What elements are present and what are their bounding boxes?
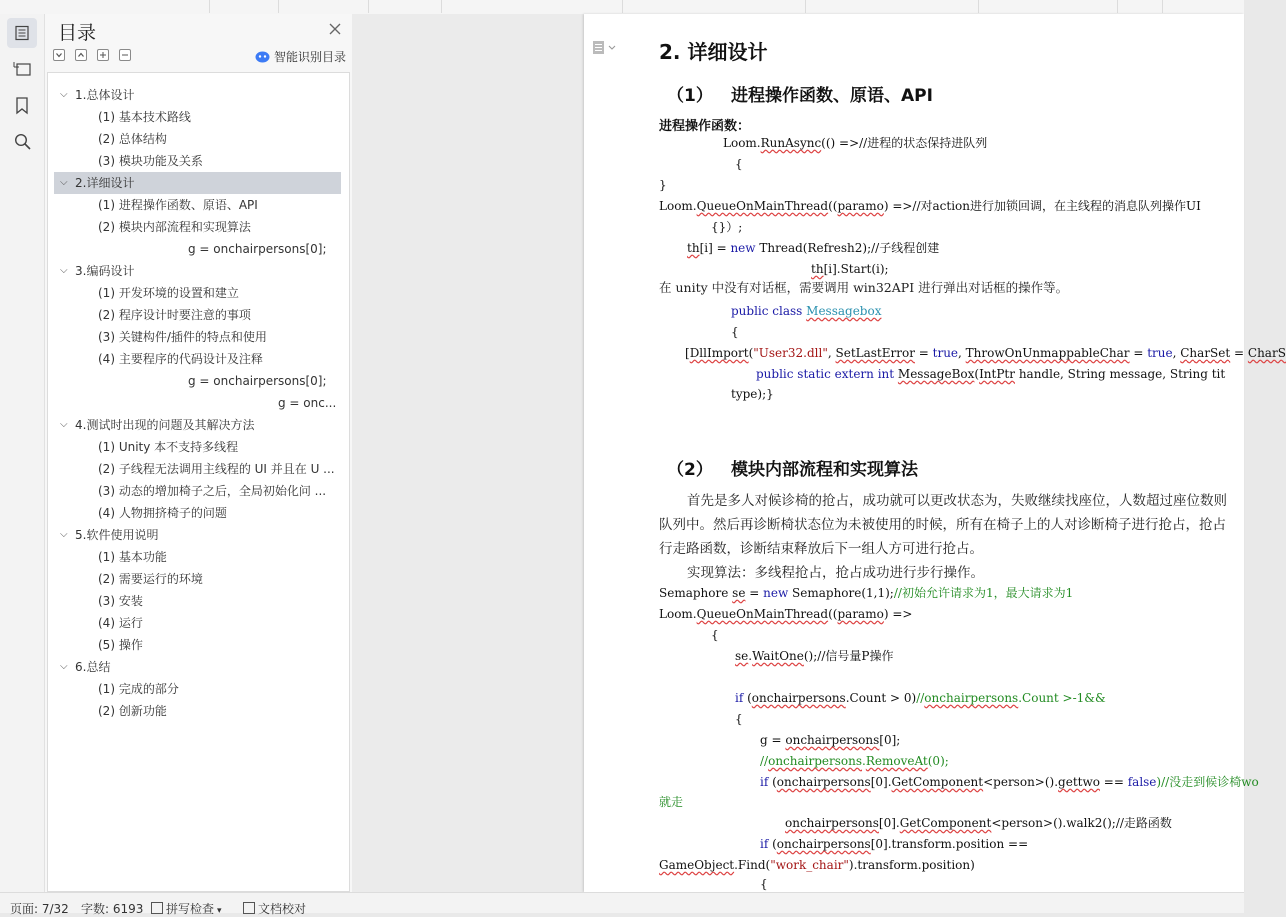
outline-item-label: 6.总结 bbox=[75, 660, 111, 674]
toolbar-divider bbox=[278, 0, 279, 13]
outline-item-label: (4) 运行 bbox=[98, 616, 143, 630]
outline-item-label: (4) 人物拥挤椅子的问题 bbox=[98, 506, 227, 520]
outline-heading-item[interactable] bbox=[48, 656, 349, 678]
outline-item-label: (1) 基本技术路线 bbox=[98, 110, 191, 124]
code-line: public class Messagebox bbox=[731, 304, 882, 318]
outline-item-label: (2) 需要运行的环境 bbox=[98, 572, 203, 586]
outline-subheading-item[interactable] bbox=[48, 238, 349, 260]
outline-item-label: (1) 开发环境的设置和建立 bbox=[98, 286, 239, 300]
spell-check-button[interactable] bbox=[151, 900, 222, 917]
remove-heading-button[interactable] bbox=[119, 49, 131, 61]
bookmark-panel-button[interactable] bbox=[7, 90, 37, 120]
outline-subheading-item[interactable] bbox=[48, 590, 349, 612]
outline-item-label: (1) Unity 本不支持多线程 bbox=[98, 440, 239, 454]
find-panel-button[interactable] bbox=[7, 126, 37, 156]
outline-item-label: (5) 操作 bbox=[98, 638, 143, 652]
code-line: Loom.QueueOnMainThread((paramo) => bbox=[659, 607, 913, 621]
body-text: 在 unity 中没有对话框，需要调用 win32API 进行弹出对话框的操作等。 bbox=[659, 280, 1069, 295]
outline-item-label: 2.详细设计 bbox=[75, 176, 135, 190]
outline-heading-item[interactable] bbox=[48, 84, 349, 106]
proofread-label: 文档校对 bbox=[258, 902, 307, 916]
toolbar-divider bbox=[622, 0, 623, 13]
code-line: {}）; bbox=[711, 220, 743, 234]
code-line: Loom.QueueOnMainThread((paramo) =>//对action进行加锁回调，在主线程的消息队列操作UI bbox=[659, 199, 1201, 213]
outline-heading-item[interactable] bbox=[48, 524, 349, 546]
outline-subheading-item[interactable] bbox=[48, 392, 349, 414]
process-functions-label: 进程操作函数： bbox=[659, 119, 751, 134]
outline-icon bbox=[14, 25, 30, 41]
heading-section-2 bbox=[667, 455, 918, 480]
outline-subheading-item[interactable] bbox=[48, 700, 349, 722]
outline-title: 目录 bbox=[58, 22, 97, 44]
code-line: onchairpersons[0].GetComponent<person>().walk2();//走路函数 bbox=[785, 816, 1172, 830]
page-indicator[interactable]: 页面: 7/32 bbox=[10, 902, 69, 916]
minus-icon bbox=[120, 50, 130, 60]
heading-detailed-design: 2. 详细设计 bbox=[659, 40, 768, 64]
code-line: { bbox=[735, 712, 743, 726]
section-1-number: （1） bbox=[667, 86, 713, 106]
code-line: Semaphore se = new Semaphore(1,1);//初始允许请求为1，最大请求为1 bbox=[659, 586, 1074, 600]
code-line: { bbox=[731, 325, 739, 339]
outline-subheading-item[interactable] bbox=[48, 458, 349, 480]
outline-pane bbox=[45, 14, 352, 892]
outline-subheading-item[interactable] bbox=[48, 502, 349, 524]
outline-subheading-item[interactable] bbox=[48, 128, 349, 150]
smart-outline-label: 智能识别目录 bbox=[274, 50, 347, 64]
search-icon bbox=[14, 133, 31, 150]
outline-subheading-item[interactable] bbox=[48, 612, 349, 634]
outline-heading-item[interactable] bbox=[48, 414, 349, 436]
outline-subheading-item[interactable] bbox=[48, 150, 349, 172]
code-line: if (onchairpersons[0].GetComponent<person>().gettwo == false)//没走到候诊椅wo bbox=[760, 775, 1259, 789]
code-line: th[i] = new Thread(Refresh2);//子线程创建 bbox=[687, 241, 940, 255]
document-menu-icon[interactable] bbox=[592, 40, 616, 54]
toolbar-divider bbox=[978, 0, 979, 13]
toolbar-divider bbox=[209, 0, 210, 13]
outline-item-label: 1.总体设计 bbox=[75, 88, 135, 102]
section-2-title: 模块内部流程和实现算法 bbox=[731, 460, 918, 480]
outline-item-label: 3.编码设计 bbox=[75, 264, 135, 278]
outline-item-label: (1) 基本功能 bbox=[98, 550, 167, 564]
body-text: 首先是多人对候诊椅的抢占，成功就可以更改状态为，失败继续找座位，人数超过座位数则 bbox=[687, 493, 1227, 509]
chevron-up-icon bbox=[76, 50, 86, 60]
outline-subheading-item[interactable] bbox=[48, 216, 349, 238]
outline-subheading-item[interactable] bbox=[48, 304, 349, 326]
collapse-all-button[interactable] bbox=[75, 49, 87, 61]
code-line: type);} bbox=[731, 387, 774, 401]
outline-item-label: (1) 完成的部分 bbox=[98, 682, 179, 696]
outline-subheading-item[interactable] bbox=[48, 348, 349, 370]
document-page[interactable] bbox=[584, 14, 1286, 892]
outline-subheading-item[interactable] bbox=[48, 370, 349, 392]
outline-subheading-item[interactable] bbox=[48, 634, 349, 656]
side-panel-rail bbox=[0, 14, 45, 892]
chevron-down-icon bbox=[54, 50, 64, 60]
toolbar-divider bbox=[805, 0, 806, 13]
heading-section-1 bbox=[667, 81, 933, 106]
top-toolbar-strip bbox=[0, 0, 1244, 15]
code-line: { bbox=[711, 628, 719, 642]
outline-item-label: (2) 总体结构 bbox=[98, 132, 167, 146]
toolbar-divider bbox=[1162, 0, 1163, 13]
proofread-button[interactable] bbox=[243, 900, 306, 917]
code-line: 就走 bbox=[659, 795, 684, 809]
outline-item-label: g = onchairpersons[0]; bbox=[188, 374, 327, 388]
outline-subheading-item[interactable] bbox=[48, 678, 349, 700]
spell-check-label: 拼写检查 bbox=[166, 902, 215, 916]
section-1-title: 进程操作函数、原语、API bbox=[731, 86, 933, 106]
outline-tree bbox=[47, 72, 350, 892]
body-text: 实现算法：多线程抢占，抢占成功进行步行操作。 bbox=[687, 565, 984, 581]
body-text: 队列中。然后再诊断椅状态位为未被使用的时候，所有在椅子上的人对诊断椅子进行抢占，抢占 bbox=[659, 517, 1226, 533]
outline-item-label: (2) 创新功能 bbox=[98, 704, 167, 718]
ai-assistant-icon bbox=[255, 50, 270, 63]
chevron-down-icon[interactable]: ⌵ bbox=[60, 419, 68, 430]
code-line: GameObject.Find("work_chair").transform.position) bbox=[659, 858, 975, 872]
chevron-down-icon: ▾ bbox=[217, 906, 222, 916]
chapter-nav-button[interactable] bbox=[7, 54, 37, 84]
toolbar-divider bbox=[441, 0, 442, 13]
section-2-number: （2） bbox=[667, 460, 713, 480]
code-line: //onchairpersons.RemoveAt(0); bbox=[760, 754, 949, 768]
outline-subheading-item[interactable] bbox=[48, 480, 349, 502]
outline-subheading-item[interactable] bbox=[48, 568, 349, 590]
code-line: if (onchairpersons.Count > 0)//onchairpersons.Count >-1&& bbox=[735, 691, 1106, 705]
outline-item-label: (2) 子线程无法调用主线程的 UI 并且在 U ... bbox=[98, 462, 335, 476]
outline-item-label: 4.测试时出现的问题及其解决方法 bbox=[75, 418, 255, 432]
code-line: } bbox=[659, 178, 667, 192]
outline-heading-item[interactable] bbox=[48, 260, 349, 282]
chevron-down-icon[interactable]: ⌵ bbox=[60, 529, 68, 540]
code-line: { bbox=[760, 877, 768, 891]
outline-item-label: (4) 主要程序的代码设计及注释 bbox=[98, 352, 263, 366]
chevron-down-icon[interactable]: ⌵ bbox=[60, 265, 68, 276]
add-heading-button[interactable] bbox=[97, 49, 109, 61]
outline-heading-item[interactable] bbox=[54, 172, 341, 194]
outline-item-label: (2) 程序设计时要注意的事项 bbox=[98, 308, 251, 322]
plus-icon bbox=[98, 50, 108, 60]
word-count[interactable]: 字数: 6193 bbox=[81, 902, 144, 916]
outline-item-label: g = onchairpersons[0]; bbox=[188, 242, 327, 256]
code-line: se.WaitOne();//信号量P操作 bbox=[735, 649, 894, 663]
outline-subheading-item[interactable] bbox=[48, 546, 349, 568]
chevron-down-icon[interactable]: ⌵ bbox=[60, 177, 68, 188]
check-icon bbox=[151, 902, 163, 914]
status-bar bbox=[0, 892, 1244, 916]
code-line: if (onchairpersons[0].transform.position == bbox=[760, 837, 1029, 851]
code-line: { bbox=[735, 157, 743, 171]
outline-toolbar bbox=[53, 49, 131, 63]
smart-outline-button[interactable] bbox=[255, 48, 346, 65]
outline-item-label: (3) 模块功能及关系 bbox=[98, 154, 203, 168]
chapter-tree-icon bbox=[13, 61, 31, 77]
outline-list bbox=[48, 84, 349, 722]
code-line: Loom.RunAsync(() =>//进程的状态保持进队列 bbox=[723, 136, 988, 150]
outline-subheading-item[interactable] bbox=[48, 194, 349, 216]
outline-panel-button[interactable] bbox=[7, 18, 37, 48]
outline-item-label: (3) 安装 bbox=[98, 594, 143, 608]
toolbar-divider bbox=[1117, 0, 1118, 13]
toolbar-divider bbox=[368, 0, 369, 13]
pane-gutter bbox=[352, 14, 584, 892]
chevron-down-icon[interactable]: ⌵ bbox=[60, 89, 68, 100]
outline-item-label: (3) 动态的增加椅子之后，全局初始化问 ... bbox=[98, 484, 327, 498]
chevron-down-icon[interactable]: ⌵ bbox=[60, 661, 68, 672]
body-text: 行走路函数，诊断结束释放后下一组人方可进行抢占。 bbox=[659, 541, 983, 557]
expand-all-button[interactable] bbox=[53, 49, 65, 61]
outline-item-label: (1) 进程操作函数、原语、API bbox=[98, 198, 258, 212]
code-line: public static extern int MessageBox(IntPtr handle, String message, String tit bbox=[756, 367, 1226, 381]
outline-item-label: g = onc... bbox=[278, 396, 337, 410]
bookmark-icon bbox=[15, 97, 29, 114]
outline-item-label: 5.软件使用说明 bbox=[75, 528, 159, 542]
outline-subheading-item[interactable] bbox=[48, 106, 349, 128]
outline-item-label: (3) 关键构件/插件的特点和使用 bbox=[98, 330, 267, 344]
outline-item-label: (2) 模块内部流程和实现算法 bbox=[98, 220, 251, 234]
close-icon[interactable] bbox=[328, 22, 342, 36]
code-line: [DllImport("User32.dll", SetLastError = true, ThrowOnUnmappableChar = true, CharSet = CharS bbox=[685, 346, 1286, 360]
proofread-icon bbox=[243, 902, 255, 914]
code-line: th[i].Start(i); bbox=[811, 262, 889, 276]
outline-subheading-item[interactable] bbox=[48, 436, 349, 458]
code-line: g = onchairpersons[0]; bbox=[760, 733, 901, 747]
outline-subheading-item[interactable] bbox=[48, 282, 349, 304]
outline-subheading-item[interactable] bbox=[48, 326, 349, 348]
